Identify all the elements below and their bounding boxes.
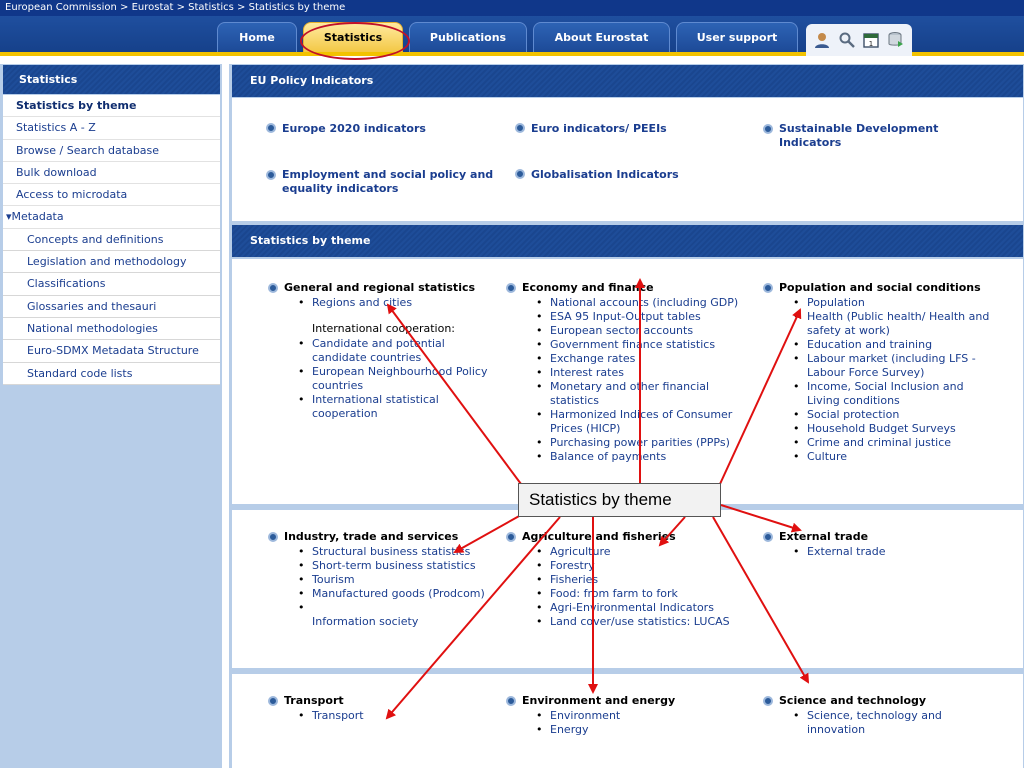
list-item[interactable]: • External trade [793,545,993,559]
list-item[interactable]: • Purchasing power parities (PPPs) [536,436,754,450]
list-item[interactable]: • Harmonized Indices of Consumer Prices (HICP) [536,408,754,436]
theme-list [793,709,993,737]
list-item[interactable]: • Agriculture [536,545,754,559]
sidebar-item-statistics-a-z[interactable]: Statistics A - Z [3,117,220,139]
tab-about-eurostat[interactable]: About Eurostat [533,22,670,52]
sidebar-item-legislation[interactable]: Legislation and methodology [3,251,220,273]
theme-title[interactable]: Science and technology [763,694,993,708]
sidebar-item-statistics-by-theme[interactable]: Statistics by theme [3,95,220,117]
list-item[interactable]: • International statistical cooperation [298,393,488,421]
theme-list [793,545,993,559]
theme-economy-finance [506,281,754,464]
bullet-icon [763,283,773,293]
theme-title[interactable]: Economy and finance [506,281,754,295]
list-item[interactable]: • Short-term business statistics [298,559,500,573]
sidebar-item-glossaries[interactable]: Glossaries and thesauri [3,296,220,318]
bullet-icon [266,123,276,133]
bullet-icon [515,169,525,179]
list-item[interactable]: • Food: from farm to fork [536,587,754,601]
tab-home[interactable]: Home [217,22,297,52]
theme-science-technology [763,694,993,737]
sidebar-item-classifications[interactable]: Classifications [3,273,220,295]
database-icon[interactable] [886,30,906,50]
list-item[interactable]: • Manufactured goods (Prodcom) [298,587,500,601]
list-item[interactable]: • Environment [536,709,754,723]
bullet-icon [763,532,773,542]
breadcrumb [0,0,1024,16]
sidebar-item-concepts[interactable]: Concepts and definitions [3,229,220,251]
theme-general-regional [268,281,488,421]
themes-row-3 [232,674,1023,768]
sidebar-item-metadata[interactable]: ▾Metadata [3,206,220,228]
list-item[interactable]: • Fisheries [536,573,754,587]
themes-row-2 [232,510,1023,668]
theme-title[interactable]: General and regional statistics [268,281,488,295]
list-item[interactable]: Information society [312,615,419,628]
list-item[interactable]: • Forestry [536,559,754,573]
list-item[interactable]: • Exchange rates [536,352,754,366]
list-item[interactable]: • Health (Public health/ Health and safety at work) [793,310,993,338]
theme-title[interactable]: Agriculture and fisheries [506,530,754,544]
sidebar-item-national-methodologies[interactable]: National methodologies [3,318,220,340]
list-item[interactable]: • European Neighbourhood Policy countries [298,365,488,393]
policy-panel [232,98,1023,221]
bullet-icon [268,696,278,706]
tab-user-support[interactable]: User support [676,22,798,52]
theme-list [793,296,993,464]
bullet-icon [506,696,516,706]
theme-list [298,337,488,421]
list-item-empty [298,601,500,615]
list-item[interactable]: • Candidate and potential candidate countries [298,337,488,365]
theme-title[interactable]: Population and social conditions [763,281,993,295]
list-item[interactable]: • ESA 95 Input-Output tables [536,310,754,324]
list-item[interactable]: • Labour market (including LFS - Labour Force Survey) [793,352,993,380]
list-item[interactable]: • Structural business statistics [298,545,500,559]
theme-list [536,545,754,629]
sidebar-item-standard-code-lists[interactable]: Standard code lists [3,363,220,385]
theme-list [536,709,754,737]
link-europe-2020[interactable]: Europe 2020 indicators [266,122,486,136]
list-item[interactable]: • Land cover/use statistics: LUCAS [536,615,754,629]
theme-agriculture-fisheries [506,530,754,629]
list-item[interactable]: • European sector accounts [536,324,754,338]
list-item[interactable]: • Culture [793,450,993,464]
link-globalisation[interactable]: Globalisation Indicators [515,168,735,182]
bullet-icon [266,170,276,180]
list-item[interactable]: • Science, technology and innovation [793,709,993,737]
bullet-icon [763,124,773,134]
callout-label: Statistics by theme [518,483,721,517]
link-sustainable-development[interactable]: Sustainable Development Indicators [763,122,993,150]
tab-statistics[interactable]: Statistics [303,22,403,52]
cooperation-label: International cooperation: [312,322,455,335]
bullet-icon [763,696,773,706]
search-icon[interactable] [837,30,857,50]
list-item[interactable]: • Transport [298,709,488,723]
theme-title[interactable]: External trade [763,530,993,544]
toolbar-icons [806,24,912,56]
theme-industry-trade [268,530,500,629]
tab-publications[interactable]: Publications [409,22,527,52]
sidebar-title: Statistics [3,65,220,94]
list-item[interactable]: • Crime and criminal justice [793,436,993,450]
sidebar-item-euro-sdmx[interactable]: Euro-SDMX Metadata Structure [3,340,220,362]
list-item[interactable]: • Population [793,296,993,310]
list-item[interactable]: • Energy [536,723,754,737]
theme-environment-energy [506,694,754,737]
sidebar-item-browse-search[interactable]: Browse / Search database [3,140,220,162]
theme-title[interactable]: Industry, trade and services [268,530,500,544]
svg-text:1: 1 [869,40,874,48]
breadcrumb-text: European Commission > Eurostat > Statistics > Statistics by theme [5,2,346,13]
list-item[interactable]: • Education and training [793,338,993,352]
link-euro-indicators[interactable]: Euro indicators/ PEEIs [515,122,735,136]
bullet-icon [268,532,278,542]
calendar-icon[interactable] [861,30,881,50]
theme-population-social [763,281,993,464]
list-item[interactable]: • Government finance statistics [536,338,754,352]
link-employment-social[interactable]: Employment and social policy and equality indicators [266,168,506,196]
list-item[interactable]: • Income, Social Inclusion and Living conditions [793,380,993,408]
list-item[interactable]: • Household Budget Surveys [793,422,993,436]
policy-section-header: EU Policy Indicators [232,65,1023,97]
theme-list [298,709,488,723]
user-icon[interactable] [812,30,832,50]
theme-title[interactable]: Transport [268,694,488,708]
bullet-icon [506,283,516,293]
sidebar-item-bulk-download[interactable]: Bulk download [3,162,220,184]
main-content [229,64,1024,768]
bullet-icon [268,283,278,293]
list-item[interactable]: • Regions and cities [298,296,488,310]
bullet-icon [515,123,525,133]
sidebar [0,64,222,768]
list-item[interactable]: • Tourism [298,573,500,587]
list-item[interactable]: • Interest rates [536,366,754,380]
sidebar-menu [3,95,220,385]
theme-external-trade [763,530,993,559]
list-item[interactable]: • Agri-Environmental Indicators [536,601,754,615]
list-item[interactable]: • Balance of payments [536,450,754,464]
themes-row-1 [232,259,1023,504]
list-item[interactable]: • Monetary and other financial statistics [536,380,754,408]
themes-section-header: Statistics by theme [232,225,1023,257]
theme-title[interactable]: Environment and energy [506,694,754,708]
theme-list [536,296,754,464]
theme-list [298,296,488,310]
bullet-icon [506,532,516,542]
highlight-ellipse [300,22,410,60]
sidebar-item-microdata[interactable]: Access to microdata [3,184,220,206]
list-item[interactable]: • Social protection [793,408,993,422]
list-item[interactable]: • National accounts (including GDP) [536,296,754,310]
theme-transport [268,694,488,723]
theme-list [298,545,500,615]
